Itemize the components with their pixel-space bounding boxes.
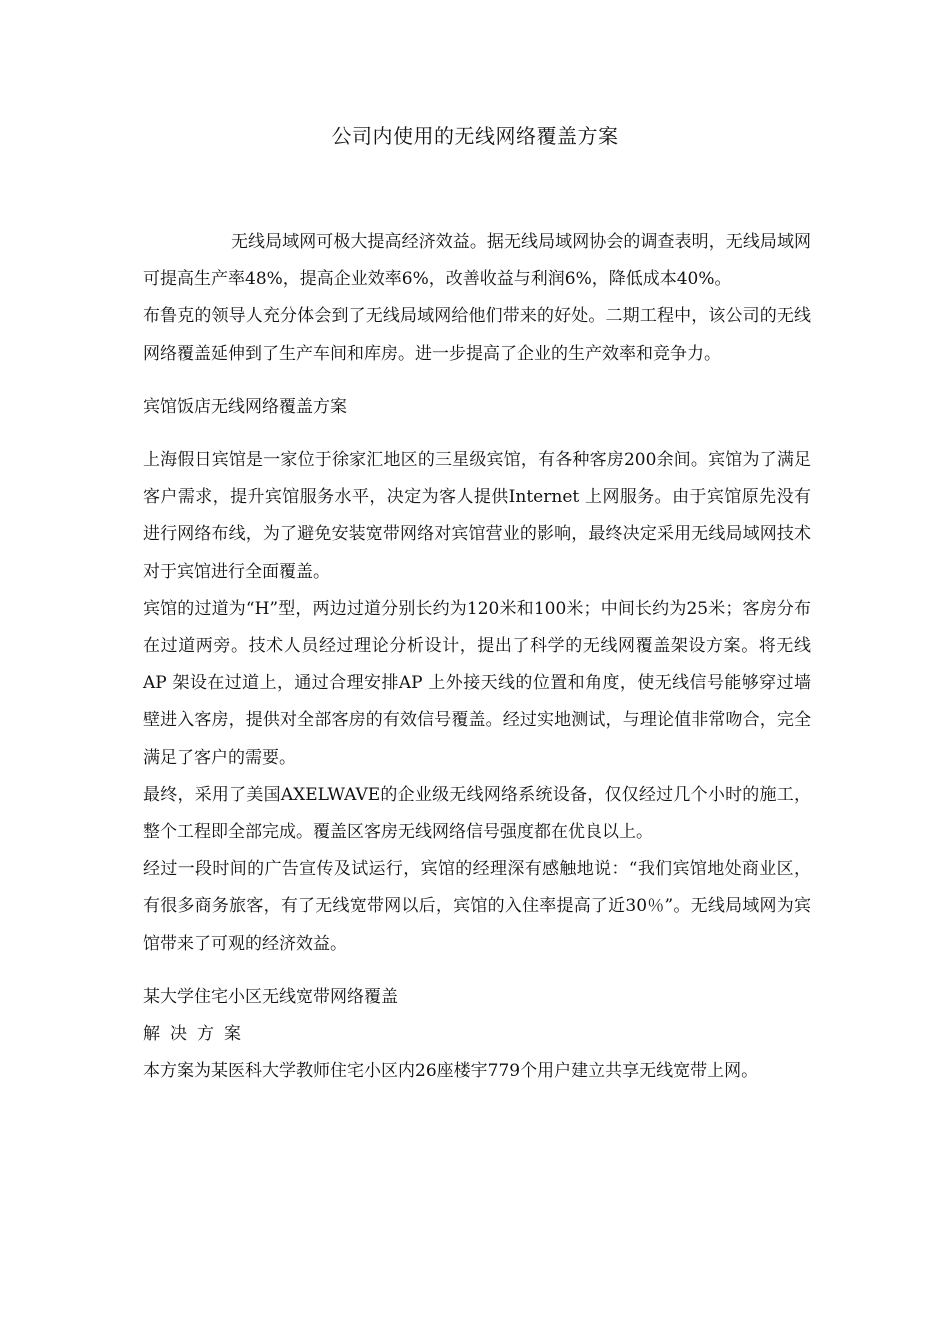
paragraph-hotel-equipment: 最终，采用了美国AXELWAVE的企业级无线网络系统设备，仅仅经过几个小时的施工，整个工程即全部完成。覆盖区客房无线网络信号强度都在优良以上。 bbox=[143, 784, 811, 843]
paragraph-hotel-intro: 上海假日宾馆是一家位于徐家汇地区的三星级宾馆，有各种客房200余间。宾馆为了满足客户需求，提升宾馆服务水平，决定为客人提供Internet 上网服务。由于宾馆原先没有进行网络布线，为了避免安装宽带网络对宾馆营业的影响，最终决定采用无线局域网技术对于宾馆进行全面覆盖。 bbox=[143, 450, 811, 582]
section-heading-university: 某大学住宅小区无线宽带网络覆盖 bbox=[143, 986, 398, 1007]
paragraph-brooke: 布鲁克的领导人充分体会到了无线局域网给他们带来的好处。二期工程中，该公司的无线网络覆盖延伸到了生产车间和库房。进一步提高了企业的生产效率和竞争力。 bbox=[143, 306, 811, 364]
paragraph-university-plan: 本方案为某医科大学教师住宅小区内26座楼宇779个用户建立共享无线宽带上网。 bbox=[143, 1061, 759, 1082]
paragraph-hotel-layout: 宾馆的过道为“H”型，两边过道分别长约为120米和100米；中间长约为25米；客房分布在过道两旁。技术人员经过理论分析设计，提出了科学的无线网覆盖架设方案。将无线AP 架设在过道上，通过合理安排AP 上外接天线的位置和角度，使无线信号能够穿过墙壁进入客房，提供对全部客房的有效信号覆盖。经过实地测试，与理论值非常吻合，完全满足了客户的需要。 bbox=[143, 598, 811, 768]
section-heading-hotel: 宾馆饭店无线网络覆盖方案 bbox=[143, 396, 347, 417]
paragraph-intro: 无线局域网可极大提高经济效益。据无线局域网协会的调查表明，无线局域网可提高生产率48%，提高企业效率6%，改善收益与利润6%，降低成本40%。 bbox=[143, 232, 811, 290]
paragraph-hotel-result: 经过一段时间的广告宣传及试运行，宾馆的经理深有感触地说：“我们宾馆地处商业区，有很多商务旅客，有了无线宽带网以后，宾馆的入住率提高了近30％”。无线局域网为宾馆带来了可观的经济效益。 bbox=[143, 859, 811, 954]
document-title: 公司内使用的无线网络覆盖方案 bbox=[331, 124, 619, 148]
document-body bbox=[143, 224, 811, 1090]
subheading-solution: 解决方案 bbox=[143, 1024, 251, 1045]
